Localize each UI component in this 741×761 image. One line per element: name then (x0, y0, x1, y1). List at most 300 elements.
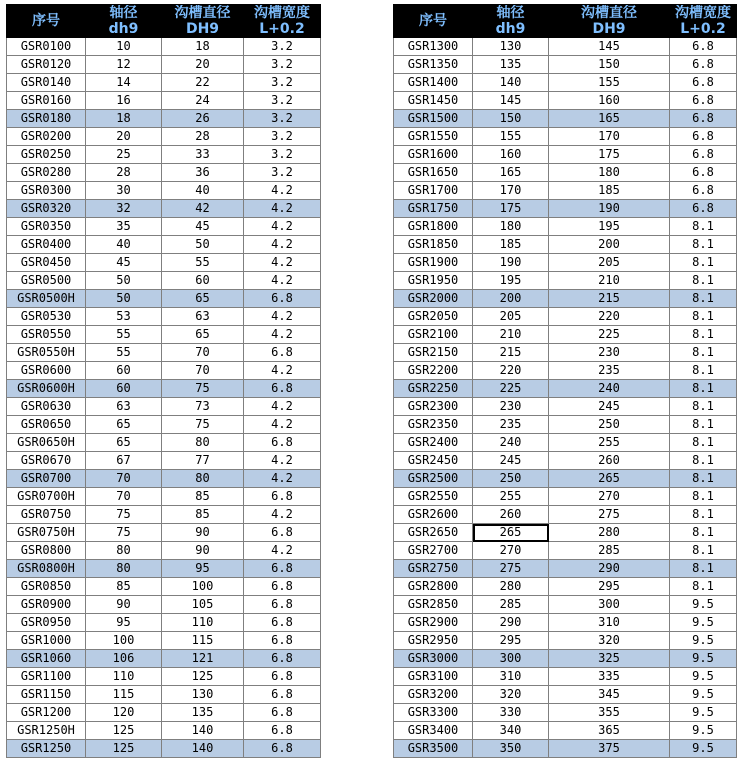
cell-serial[interactable]: GSR0450 (7, 254, 86, 272)
cell-shaft-diameter[interactable]: 70 (86, 488, 162, 506)
cell-groove-width[interactable]: 6.8 (244, 632, 321, 650)
cell-serial[interactable]: GSR0500 (7, 272, 86, 290)
header-groove-width[interactable]: 沟槽宽度 L+0.2 (244, 5, 321, 38)
cell-groove-width[interactable]: 6.8 (670, 92, 737, 110)
cell-shaft-diameter[interactable]: 28 (86, 164, 162, 182)
cell-shaft-diameter[interactable]: 165 (473, 164, 549, 182)
cell-serial[interactable]: GSR0600H (7, 380, 86, 398)
cell-serial[interactable]: GSR0850 (7, 578, 86, 596)
cell-shaft-diameter[interactable]: 120 (86, 704, 162, 722)
cell-shaft-diameter[interactable]: 290 (473, 614, 549, 632)
cell-groove-width[interactable]: 3.2 (244, 128, 321, 146)
cell-groove-width[interactable]: 6.8 (244, 578, 321, 596)
cell-serial[interactable]: GSR2350 (394, 416, 473, 434)
cell-groove-width[interactable]: 8.1 (670, 524, 737, 542)
cell-serial[interactable]: GSR1250 (7, 740, 86, 758)
cell-shaft-diameter[interactable]: 60 (86, 362, 162, 380)
cell-groove-diameter[interactable]: 165 (549, 110, 670, 128)
cell-groove-width[interactable]: 6.8 (244, 650, 321, 668)
cell-groove-diameter[interactable]: 265 (549, 470, 670, 488)
cell-serial[interactable]: GSR0280 (7, 164, 86, 182)
cell-groove-diameter[interactable]: 70 (162, 344, 244, 362)
cell-groove-diameter[interactable]: 110 (162, 614, 244, 632)
cell-shaft-diameter[interactable]: 350 (473, 740, 549, 758)
cell-shaft-diameter[interactable]: 125 (86, 740, 162, 758)
cell-serial[interactable]: GSR0700 (7, 470, 86, 488)
cell-groove-diameter[interactable]: 50 (162, 236, 244, 254)
cell-groove-width[interactable]: 8.1 (670, 416, 737, 434)
cell-serial[interactable]: GSR0800 (7, 542, 86, 560)
cell-groove-width[interactable]: 8.1 (670, 308, 737, 326)
cell-shaft-diameter[interactable]: 230 (473, 398, 549, 416)
cell-serial[interactable]: GSR0100 (7, 38, 86, 56)
cell-groove-width[interactable]: 4.2 (244, 254, 321, 272)
cell-shaft-diameter[interactable]: 295 (473, 632, 549, 650)
cell-groove-diameter[interactable]: 80 (162, 470, 244, 488)
cell-serial[interactable]: GSR0400 (7, 236, 86, 254)
cell-groove-diameter[interactable]: 125 (162, 668, 244, 686)
cell-groove-diameter[interactable]: 155 (549, 74, 670, 92)
cell-serial[interactable]: GSR2650 (394, 524, 473, 542)
cell-groove-width[interactable]: 3.2 (244, 56, 321, 74)
cell-groove-diameter[interactable]: 230 (549, 344, 670, 362)
cell-groove-diameter[interactable]: 225 (549, 326, 670, 344)
cell-serial[interactable]: GSR0300 (7, 182, 86, 200)
cell-serial[interactable]: GSR0350 (7, 218, 86, 236)
cell-groove-width[interactable]: 8.1 (670, 362, 737, 380)
cell-serial[interactable]: GSR0500H (7, 290, 86, 308)
cell-shaft-diameter[interactable]: 100 (86, 632, 162, 650)
cell-shaft-diameter[interactable]: 16 (86, 92, 162, 110)
cell-groove-width[interactable]: 6.8 (244, 560, 321, 578)
cell-shaft-diameter[interactable]: 25 (86, 146, 162, 164)
cell-shaft-diameter[interactable]: 63 (86, 398, 162, 416)
cell-shaft-diameter[interactable]: 140 (473, 74, 549, 92)
cell-groove-width[interactable]: 8.1 (670, 344, 737, 362)
cell-shaft-diameter[interactable]: 175 (473, 200, 549, 218)
cell-groove-diameter[interactable]: 24 (162, 92, 244, 110)
cell-groove-diameter[interactable]: 260 (549, 452, 670, 470)
cell-groove-width[interactable]: 6.8 (244, 488, 321, 506)
cell-groove-width[interactable]: 9.5 (670, 668, 737, 686)
cell-serial[interactable]: GSR0950 (7, 614, 86, 632)
cell-groove-diameter[interactable]: 365 (549, 722, 670, 740)
cell-groove-diameter[interactable]: 60 (162, 272, 244, 290)
cell-groove-diameter[interactable]: 135 (162, 704, 244, 722)
cell-shaft-diameter[interactable]: 32 (86, 200, 162, 218)
cell-serial[interactable]: GSR0700H (7, 488, 86, 506)
cell-groove-diameter[interactable]: 220 (549, 308, 670, 326)
cell-groove-diameter[interactable]: 70 (162, 362, 244, 380)
cell-groove-diameter[interactable]: 170 (549, 128, 670, 146)
cell-groove-diameter[interactable]: 40 (162, 182, 244, 200)
cell-groove-diameter[interactable]: 130 (162, 686, 244, 704)
cell-serial[interactable]: GSR2400 (394, 434, 473, 452)
cell-shaft-diameter[interactable]: 240 (473, 434, 549, 452)
cell-groove-width[interactable]: 4.2 (244, 236, 321, 254)
cell-shaft-diameter[interactable]: 200 (473, 290, 549, 308)
cell-groove-width[interactable]: 8.1 (670, 290, 737, 308)
cell-shaft-diameter[interactable]: 14 (86, 74, 162, 92)
cell-serial[interactable]: GSR1550 (394, 128, 473, 146)
cell-shaft-diameter[interactable]: 60 (86, 380, 162, 398)
cell-groove-diameter[interactable]: 285 (549, 542, 670, 560)
cell-groove-width[interactable]: 4.2 (244, 452, 321, 470)
cell-groove-diameter[interactable]: 95 (162, 560, 244, 578)
cell-shaft-diameter[interactable]: 170 (473, 182, 549, 200)
cell-shaft-diameter[interactable]: 250 (473, 470, 549, 488)
cell-shaft-diameter[interactable]: 330 (473, 704, 549, 722)
cell-shaft-diameter[interactable]: 185 (473, 236, 549, 254)
cell-groove-width[interactable]: 6.8 (244, 596, 321, 614)
header-groove-diameter[interactable]: 沟槽直径 DH9 (549, 5, 670, 38)
cell-serial[interactable]: GSR0750H (7, 524, 86, 542)
cell-groove-width[interactable]: 8.1 (670, 578, 737, 596)
cell-serial[interactable]: GSR0650 (7, 416, 86, 434)
cell-groove-diameter[interactable]: 90 (162, 542, 244, 560)
cell-groove-diameter[interactable]: 85 (162, 506, 244, 524)
cell-serial[interactable]: GSR1950 (394, 272, 473, 290)
cell-serial[interactable]: GSR2800 (394, 578, 473, 596)
cell-groove-width[interactable]: 6.8 (244, 722, 321, 740)
cell-groove-diameter[interactable]: 320 (549, 632, 670, 650)
cell-serial[interactable]: GSR2200 (394, 362, 473, 380)
cell-groove-diameter[interactable]: 105 (162, 596, 244, 614)
cell-groove-width[interactable]: 6.8 (244, 704, 321, 722)
cell-shaft-diameter[interactable]: 280 (473, 578, 549, 596)
cell-groove-width[interactable]: 6.8 (244, 344, 321, 362)
cell-shaft-diameter[interactable]: 215 (473, 344, 549, 362)
cell-shaft-diameter[interactable]: 340 (473, 722, 549, 740)
cell-shaft-diameter[interactable]: 310 (473, 668, 549, 686)
cell-shaft-diameter[interactable]: 210 (473, 326, 549, 344)
cell-shaft-diameter[interactable]: 65 (86, 416, 162, 434)
cell-groove-width[interactable]: 6.8 (244, 740, 321, 758)
cell-groove-width[interactable]: 4.2 (244, 200, 321, 218)
cell-shaft-diameter[interactable]: 12 (86, 56, 162, 74)
cell-groove-width[interactable]: 9.5 (670, 650, 737, 668)
cell-serial[interactable]: GSR0630 (7, 398, 86, 416)
cell-shaft-diameter[interactable]: 220 (473, 362, 549, 380)
cell-shaft-diameter[interactable]: 85 (86, 578, 162, 596)
cell-groove-width[interactable]: 4.2 (244, 398, 321, 416)
cell-serial[interactable]: GSR3000 (394, 650, 473, 668)
header-serial[interactable]: 序号 (7, 5, 86, 38)
cell-groove-diameter[interactable]: 115 (162, 632, 244, 650)
cell-groove-width[interactable]: 9.5 (670, 632, 737, 650)
cell-shaft-diameter[interactable]: 125 (86, 722, 162, 740)
cell-serial[interactable]: GSR0180 (7, 110, 86, 128)
cell-serial[interactable]: GSR0160 (7, 92, 86, 110)
cell-groove-diameter[interactable]: 190 (549, 200, 670, 218)
cell-shaft-diameter[interactable]: 95 (86, 614, 162, 632)
cell-shaft-diameter[interactable]: 145 (473, 92, 549, 110)
cell-groove-width[interactable]: 4.2 (244, 542, 321, 560)
cell-groove-width[interactable]: 9.5 (670, 740, 737, 758)
cell-shaft-diameter[interactable]: 205 (473, 308, 549, 326)
cell-groove-diameter[interactable]: 75 (162, 380, 244, 398)
cell-shaft-diameter[interactable]: 90 (86, 596, 162, 614)
cell-groove-width[interactable]: 6.8 (670, 110, 737, 128)
cell-shaft-diameter[interactable]: 80 (86, 560, 162, 578)
cell-serial[interactable]: GSR2100 (394, 326, 473, 344)
cell-groove-width[interactable]: 6.8 (670, 38, 737, 56)
cell-groove-diameter[interactable]: 325 (549, 650, 670, 668)
cell-groove-diameter[interactable]: 140 (162, 722, 244, 740)
cell-serial[interactable]: GSR1000 (7, 632, 86, 650)
cell-serial[interactable]: GSR1100 (7, 668, 86, 686)
cell-groove-width[interactable]: 4.2 (244, 272, 321, 290)
cell-serial[interactable]: GSR0600 (7, 362, 86, 380)
cell-shaft-diameter[interactable]: 65 (86, 434, 162, 452)
cell-serial[interactable]: GSR0800H (7, 560, 86, 578)
cell-groove-diameter[interactable]: 36 (162, 164, 244, 182)
cell-groove-diameter[interactable]: 280 (549, 524, 670, 542)
cell-groove-diameter[interactable]: 345 (549, 686, 670, 704)
cell-groove-width[interactable]: 8.1 (670, 542, 737, 560)
cell-serial[interactable]: GSR0320 (7, 200, 86, 218)
cell-groove-width[interactable]: 9.5 (670, 614, 737, 632)
cell-serial[interactable]: GSR1450 (394, 92, 473, 110)
cell-shaft-diameter[interactable]: 225 (473, 380, 549, 398)
cell-shaft-diameter[interactable]: 260 (473, 506, 549, 524)
cell-groove-diameter[interactable]: 150 (549, 56, 670, 74)
cell-serial[interactable]: GSR1400 (394, 74, 473, 92)
cell-groove-width[interactable]: 6.8 (244, 686, 321, 704)
cell-groove-width[interactable]: 8.1 (670, 452, 737, 470)
cell-groove-width[interactable]: 3.2 (244, 92, 321, 110)
cell-groove-width[interactable]: 6.8 (670, 146, 737, 164)
cell-shaft-diameter[interactable]: 45 (86, 254, 162, 272)
cell-groove-width[interactable]: 8.1 (670, 254, 737, 272)
cell-groove-width[interactable]: 8.1 (670, 434, 737, 452)
cell-serial[interactable]: GSR2450 (394, 452, 473, 470)
cell-groove-diameter[interactable]: 63 (162, 308, 244, 326)
cell-groove-width[interactable]: 8.1 (670, 506, 737, 524)
cell-groove-diameter[interactable]: 65 (162, 290, 244, 308)
cell-groove-diameter[interactable]: 73 (162, 398, 244, 416)
cell-shaft-diameter[interactable]: 20 (86, 128, 162, 146)
cell-groove-width[interactable]: 4.2 (244, 218, 321, 236)
cell-serial[interactable]: GSR1150 (7, 686, 86, 704)
cell-groove-width[interactable]: 8.1 (670, 380, 737, 398)
cell-shaft-diameter[interactable]: 270 (473, 542, 549, 560)
cell-groove-diameter[interactable]: 270 (549, 488, 670, 506)
cell-serial[interactable]: GSR2050 (394, 308, 473, 326)
cell-groove-width[interactable]: 6.8 (244, 380, 321, 398)
cell-shaft-diameter[interactable]: 53 (86, 308, 162, 326)
cell-shaft-diameter[interactable]: 55 (86, 326, 162, 344)
cell-shaft-diameter[interactable]: 255 (473, 488, 549, 506)
cell-groove-diameter[interactable]: 140 (162, 740, 244, 758)
cell-groove-width[interactable]: 4.2 (244, 182, 321, 200)
cell-groove-diameter[interactable]: 55 (162, 254, 244, 272)
cell-groove-diameter[interactable]: 145 (549, 38, 670, 56)
cell-serial[interactable]: GSR1250H (7, 722, 86, 740)
cell-groove-diameter[interactable]: 33 (162, 146, 244, 164)
cell-groove-width[interactable]: 8.1 (670, 326, 737, 344)
cell-groove-width[interactable]: 8.1 (670, 272, 737, 290)
cell-shaft-diameter[interactable]: 190 (473, 254, 549, 272)
cell-serial[interactable]: GSR0650H (7, 434, 86, 452)
cell-shaft-diameter[interactable]: 80 (86, 542, 162, 560)
cell-serial[interactable]: GSR2700 (394, 542, 473, 560)
cell-shaft-diameter[interactable]: 265 (473, 524, 549, 542)
cell-groove-width[interactable]: 9.5 (670, 704, 737, 722)
cell-serial[interactable]: GSR0900 (7, 596, 86, 614)
cell-shaft-diameter[interactable]: 135 (473, 56, 549, 74)
cell-groove-diameter[interactable]: 42 (162, 200, 244, 218)
cell-serial[interactable]: GSR1500 (394, 110, 473, 128)
header-shaft-diameter[interactable]: 轴径 dh9 (473, 5, 549, 38)
cell-serial[interactable]: GSR1200 (7, 704, 86, 722)
cell-groove-diameter[interactable]: 210 (549, 272, 670, 290)
cell-shaft-diameter[interactable]: 180 (473, 218, 549, 236)
cell-groove-diameter[interactable]: 250 (549, 416, 670, 434)
cell-serial[interactable]: GSR0550H (7, 344, 86, 362)
cell-shaft-diameter[interactable]: 75 (86, 524, 162, 542)
cell-groove-diameter[interactable]: 375 (549, 740, 670, 758)
header-groove-diameter[interactable]: 沟槽直径 DH9 (162, 5, 244, 38)
cell-groove-width[interactable]: 8.1 (670, 488, 737, 506)
cell-groove-width[interactable]: 8.1 (670, 218, 737, 236)
cell-groove-width[interactable]: 4.2 (244, 326, 321, 344)
cell-shaft-diameter[interactable]: 285 (473, 596, 549, 614)
cell-groove-width[interactable]: 3.2 (244, 110, 321, 128)
cell-groove-width[interactable]: 6.8 (670, 74, 737, 92)
cell-groove-width[interactable]: 6.8 (244, 290, 321, 308)
cell-groove-diameter[interactable]: 245 (549, 398, 670, 416)
cell-serial[interactable]: GSR0670 (7, 452, 86, 470)
cell-serial[interactable]: GSR1600 (394, 146, 473, 164)
cell-serial[interactable]: GSR2550 (394, 488, 473, 506)
cell-groove-width[interactable]: 3.2 (244, 146, 321, 164)
cell-serial[interactable]: GSR2500 (394, 470, 473, 488)
cell-groove-width[interactable]: 9.5 (670, 686, 737, 704)
cell-groove-diameter[interactable]: 90 (162, 524, 244, 542)
cell-shaft-diameter[interactable]: 235 (473, 416, 549, 434)
cell-groove-width[interactable]: 4.2 (244, 308, 321, 326)
cell-serial[interactable]: GSR3400 (394, 722, 473, 740)
cell-serial[interactable]: GSR2900 (394, 614, 473, 632)
cell-groove-diameter[interactable]: 290 (549, 560, 670, 578)
cell-serial[interactable]: GSR1800 (394, 218, 473, 236)
cell-serial[interactable]: GSR0550 (7, 326, 86, 344)
cell-shaft-diameter[interactable]: 275 (473, 560, 549, 578)
cell-groove-width[interactable]: 8.1 (670, 236, 737, 254)
cell-groove-diameter[interactable]: 28 (162, 128, 244, 146)
cell-serial[interactable]: GSR1850 (394, 236, 473, 254)
cell-shaft-diameter[interactable]: 18 (86, 110, 162, 128)
cell-shaft-diameter[interactable]: 155 (473, 128, 549, 146)
cell-serial[interactable]: GSR3200 (394, 686, 473, 704)
cell-groove-width[interactable]: 9.5 (670, 596, 737, 614)
cell-groove-width[interactable]: 3.2 (244, 38, 321, 56)
cell-groove-diameter[interactable]: 205 (549, 254, 670, 272)
cell-shaft-diameter[interactable]: 50 (86, 272, 162, 290)
cell-groove-diameter[interactable]: 310 (549, 614, 670, 632)
cell-groove-width[interactable]: 6.8 (244, 434, 321, 452)
cell-serial[interactable]: GSR0250 (7, 146, 86, 164)
cell-groove-diameter[interactable]: 255 (549, 434, 670, 452)
cell-groove-width[interactable]: 4.2 (244, 470, 321, 488)
cell-groove-width[interactable]: 9.5 (670, 722, 737, 740)
cell-groove-diameter[interactable]: 160 (549, 92, 670, 110)
cell-groove-diameter[interactable]: 235 (549, 362, 670, 380)
cell-groove-width[interactable]: 8.1 (670, 398, 737, 416)
cell-groove-diameter[interactable]: 22 (162, 74, 244, 92)
header-shaft-diameter[interactable]: 轴径 dh9 (86, 5, 162, 38)
cell-groove-width[interactable]: 8.1 (670, 470, 737, 488)
cell-serial[interactable]: GSR2150 (394, 344, 473, 362)
cell-groove-diameter[interactable]: 45 (162, 218, 244, 236)
cell-serial[interactable]: GSR1300 (394, 38, 473, 56)
cell-shaft-diameter[interactable]: 300 (473, 650, 549, 668)
cell-groove-width[interactable]: 6.8 (670, 56, 737, 74)
cell-groove-width[interactable]: 6.8 (244, 668, 321, 686)
cell-groove-diameter[interactable]: 18 (162, 38, 244, 56)
cell-serial[interactable]: GSR2250 (394, 380, 473, 398)
cell-groove-width[interactable]: 8.1 (670, 560, 737, 578)
cell-groove-diameter[interactable]: 175 (549, 146, 670, 164)
cell-groove-diameter[interactable]: 121 (162, 650, 244, 668)
cell-groove-width[interactable]: 3.2 (244, 164, 321, 182)
cell-serial[interactable]: GSR0140 (7, 74, 86, 92)
cell-serial[interactable]: GSR0750 (7, 506, 86, 524)
cell-groove-diameter[interactable]: 100 (162, 578, 244, 596)
header-groove-width[interactable]: 沟槽宽度 L+0.2 (670, 5, 737, 38)
cell-shaft-diameter[interactable]: 106 (86, 650, 162, 668)
cell-groove-width[interactable]: 6.8 (670, 200, 737, 218)
cell-serial[interactable]: GSR1700 (394, 182, 473, 200)
cell-groove-diameter[interactable]: 275 (549, 506, 670, 524)
cell-serial[interactable]: GSR1750 (394, 200, 473, 218)
cell-groove-diameter[interactable]: 185 (549, 182, 670, 200)
cell-shaft-diameter[interactable]: 10 (86, 38, 162, 56)
cell-groove-width[interactable]: 4.2 (244, 506, 321, 524)
cell-groove-diameter[interactable]: 75 (162, 416, 244, 434)
cell-serial[interactable]: GSR2600 (394, 506, 473, 524)
cell-shaft-diameter[interactable]: 115 (86, 686, 162, 704)
cell-shaft-diameter[interactable]: 195 (473, 272, 549, 290)
cell-groove-diameter[interactable]: 20 (162, 56, 244, 74)
cell-groove-width[interactable]: 6.8 (670, 128, 737, 146)
cell-serial[interactable]: GSR3100 (394, 668, 473, 686)
cell-groove-width[interactable]: 6.8 (244, 614, 321, 632)
cell-shaft-diameter[interactable]: 75 (86, 506, 162, 524)
cell-groove-diameter[interactable]: 26 (162, 110, 244, 128)
cell-groove-diameter[interactable]: 300 (549, 596, 670, 614)
cell-groove-diameter[interactable]: 180 (549, 164, 670, 182)
cell-groove-diameter[interactable]: 195 (549, 218, 670, 236)
cell-serial[interactable]: GSR1350 (394, 56, 473, 74)
cell-groove-diameter[interactable]: 80 (162, 434, 244, 452)
cell-shaft-diameter[interactable]: 150 (473, 110, 549, 128)
cell-shaft-diameter[interactable]: 67 (86, 452, 162, 470)
cell-groove-diameter[interactable]: 295 (549, 578, 670, 596)
header-serial[interactable]: 序号 (394, 5, 473, 38)
cell-groove-diameter[interactable]: 355 (549, 704, 670, 722)
cell-shaft-diameter[interactable]: 55 (86, 344, 162, 362)
cell-serial[interactable]: GSR0530 (7, 308, 86, 326)
cell-shaft-diameter[interactable]: 40 (86, 236, 162, 254)
cell-shaft-diameter[interactable]: 35 (86, 218, 162, 236)
cell-groove-width[interactable]: 4.2 (244, 362, 321, 380)
cell-shaft-diameter[interactable]: 50 (86, 290, 162, 308)
cell-shaft-diameter[interactable]: 245 (473, 452, 549, 470)
cell-groove-diameter[interactable]: 77 (162, 452, 244, 470)
cell-serial[interactable]: GSR2850 (394, 596, 473, 614)
